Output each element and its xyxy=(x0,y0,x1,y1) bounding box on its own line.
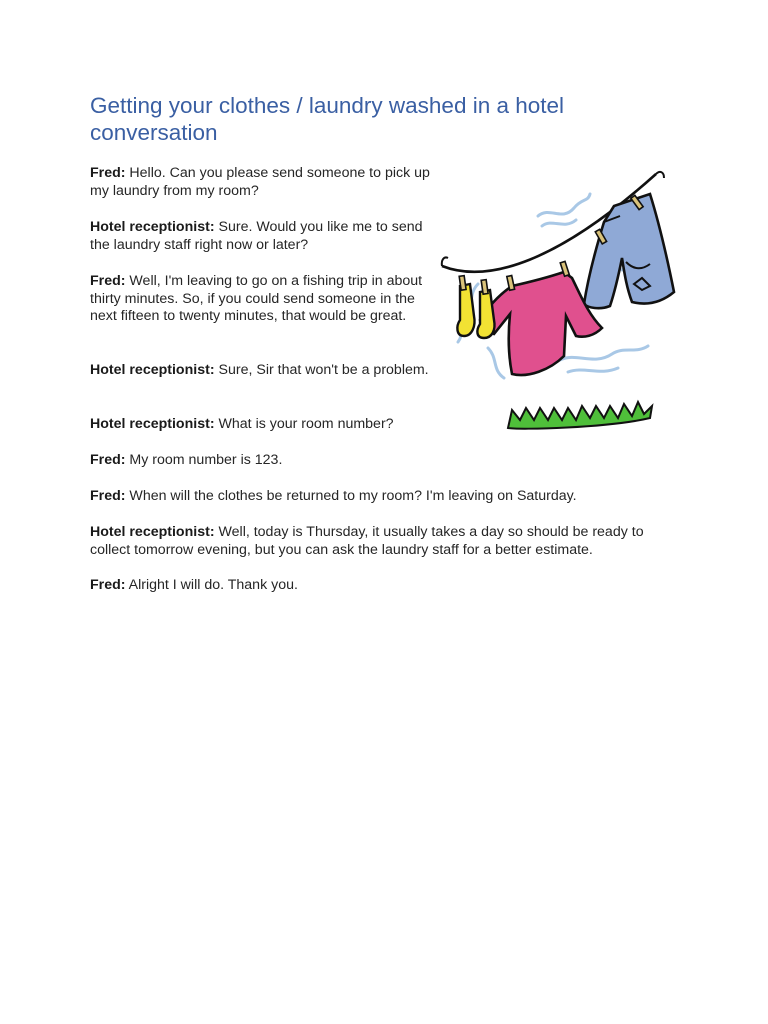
speaker-label: Hotel receptionist: xyxy=(90,219,215,235)
speaker-label: Fred: xyxy=(90,273,126,289)
dialogue-line-4 xyxy=(90,362,435,380)
dialogue-line-2 xyxy=(90,219,435,254)
grass-shape xyxy=(508,402,652,429)
speaker-label: Fred: xyxy=(90,577,126,593)
socks-shape xyxy=(457,284,494,338)
dialogue-line-8 xyxy=(90,524,680,559)
dialogue-text: My room number is 123. xyxy=(129,452,283,468)
speaker-label: Hotel receptionist: xyxy=(90,524,215,540)
dialogue-line-3 xyxy=(90,273,435,326)
speaker-label: Fred: xyxy=(90,165,126,181)
dialogue-text: Sure. Would you like me to send the laundry staff right now or later? xyxy=(90,219,423,253)
overalls-shape xyxy=(584,194,674,308)
dialogue-text: What is your room number? xyxy=(218,416,394,432)
dialogue-text: Hello. Can you please send someone to pick up my laundry from my room? xyxy=(90,165,430,199)
dialogue-text: Well, today is Thursday, it usually takes a day so should be ready to collect tomorrow evening, but you can ask the laundry staff for a better estimate. xyxy=(90,524,644,558)
clothesline-laundry-icon xyxy=(438,166,678,442)
speaker-label: Hotel receptionist: xyxy=(90,362,215,378)
dialogue-line-7 xyxy=(90,488,680,506)
dialogue-text: When will the clothes be returned to my room? I'm leaving on Saturday. xyxy=(129,488,577,504)
speaker-label: Fred: xyxy=(90,452,126,468)
dialogue-line-6 xyxy=(90,452,680,470)
dialogue-text: Well, I'm leaving to go on a fishing trip in about thirty minutes. So, if you could send someone in the next fifteen to twenty minutes, that would be great. xyxy=(90,273,423,324)
dialogue-text: Alright I will do. Thank you. xyxy=(128,577,298,593)
speaker-label: Fred: xyxy=(90,488,126,504)
page-title: Getting your clothes / laundry washed in a hotel conversation xyxy=(90,93,565,145)
speaker-label: Hotel receptionist: xyxy=(90,416,215,432)
dialogue-line-9 xyxy=(90,577,680,595)
dialogue-line-1 xyxy=(90,165,435,200)
dialogue-line-5 xyxy=(90,416,435,434)
dialogue-text: Sure, Sir that won't be a problem. xyxy=(218,362,429,378)
